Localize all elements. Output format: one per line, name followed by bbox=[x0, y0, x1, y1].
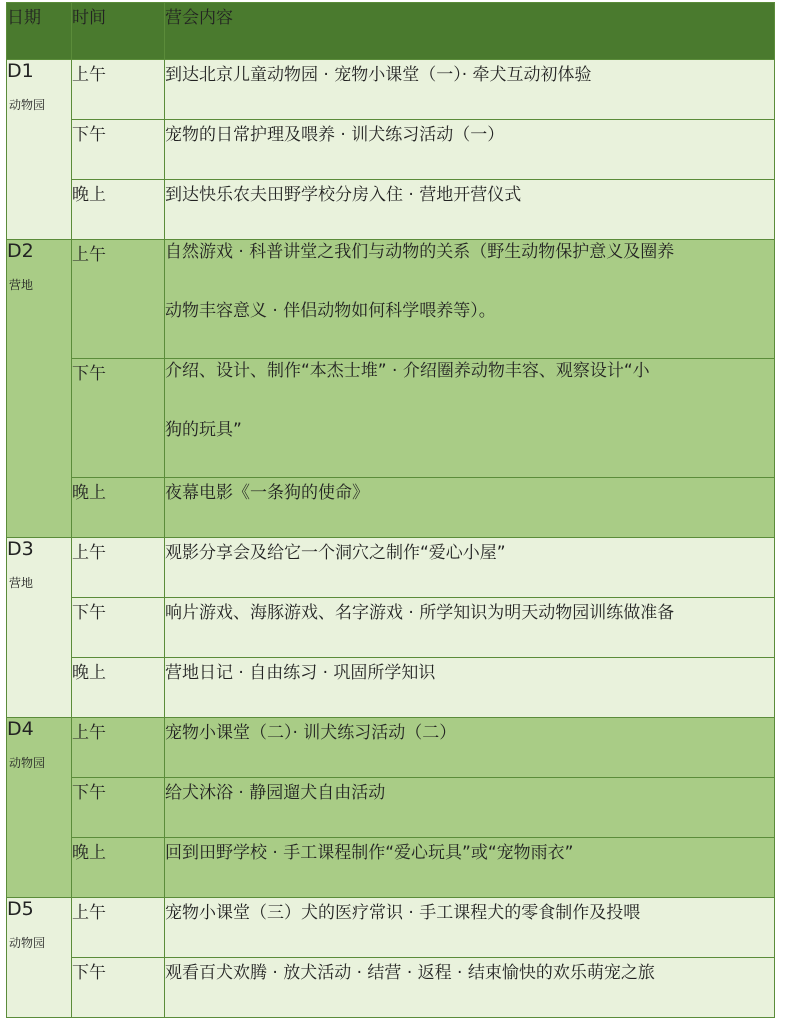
content-cell bbox=[165, 778, 775, 838]
content-line: 观影分享会及给它一个洞穴之制作“爱心小屋” bbox=[165, 543, 506, 563]
table-row bbox=[7, 538, 775, 598]
table-row bbox=[7, 898, 775, 958]
time-cell: 下午 bbox=[72, 778, 165, 838]
content-line: 回到田野学校 · 手工课程制作“爱心玩具”或“宠物雨衣” bbox=[165, 843, 574, 863]
header-content: 营会内容 bbox=[165, 3, 775, 60]
content-cell bbox=[165, 60, 775, 120]
time-cell: 晚上 bbox=[72, 658, 165, 718]
content-cell bbox=[165, 658, 775, 718]
content-line: 到达快乐农夫田野学校分房入住 · 营地开营仪式 bbox=[165, 185, 522, 205]
content-line: 响片游戏、海豚游戏、名字游戏 · 所学知识为明天动物园训练做准备 bbox=[165, 603, 675, 623]
content-line: 自然游戏 · 科普讲堂之我们与动物的关系（野生动物保护意义及圈养 bbox=[165, 242, 675, 262]
content-cell bbox=[165, 359, 775, 478]
day-cell bbox=[7, 240, 72, 538]
day-cell bbox=[7, 898, 72, 1018]
place-label: 动物园 bbox=[9, 98, 46, 112]
content-line: 宠物的日常护理及喂养 · 训犬练习活动（一） bbox=[165, 125, 505, 145]
day-label: D4 bbox=[7, 718, 34, 740]
place-label: 营地 bbox=[9, 278, 34, 292]
content-cell bbox=[165, 958, 775, 1018]
content-line: 夜幕电影《一条狗的使命》 bbox=[165, 483, 369, 503]
header-time: 时间 bbox=[72, 3, 165, 60]
content-line: 宠物小课堂（三）犬的医疗常识 · 手工课程犬的零食制作及投喂 bbox=[165, 903, 641, 923]
table-row bbox=[7, 120, 775, 180]
day-cell bbox=[7, 718, 72, 898]
table-row bbox=[7, 778, 775, 838]
time-cell: 上午 bbox=[72, 898, 165, 958]
content-cell bbox=[165, 898, 775, 958]
content-cell bbox=[165, 718, 775, 778]
time-cell: 上午 bbox=[72, 240, 165, 359]
day-label: D1 bbox=[7, 60, 34, 82]
table-row bbox=[7, 958, 775, 1018]
table-row bbox=[7, 60, 775, 120]
table-row bbox=[7, 598, 775, 658]
time-cell: 下午 bbox=[72, 958, 165, 1018]
content-line: 宠物小课堂（二）· 训犬练习活动（二） bbox=[165, 723, 457, 743]
day-label: D5 bbox=[7, 898, 34, 920]
time-cell: 下午 bbox=[72, 598, 165, 658]
content-cell bbox=[165, 838, 775, 898]
content-cell bbox=[165, 478, 775, 538]
day-cell bbox=[7, 538, 72, 718]
content-cell bbox=[165, 240, 775, 359]
place-label: 营地 bbox=[9, 576, 34, 590]
day-label: D3 bbox=[7, 538, 34, 560]
day-cell bbox=[7, 60, 72, 240]
content-line: 给犬沐浴 · 静园遛犬自由活动 bbox=[165, 783, 386, 803]
table-row bbox=[7, 658, 775, 718]
header-date: 日期 bbox=[7, 3, 72, 60]
place-label: 动物园 bbox=[9, 936, 46, 950]
content-line: 介绍、设计、制作“本杰士堆” · 介绍圈养动物丰容、观察设计“小 bbox=[165, 361, 650, 381]
place-label: 动物园 bbox=[9, 756, 46, 770]
header-row bbox=[7, 3, 775, 60]
time-cell: 上午 bbox=[72, 718, 165, 778]
table-row bbox=[7, 240, 775, 359]
content-cell bbox=[165, 598, 775, 658]
schedule-body bbox=[7, 60, 775, 1018]
table-row bbox=[7, 838, 775, 898]
time-cell: 晚上 bbox=[72, 180, 165, 240]
table-row bbox=[7, 359, 775, 478]
day-label: D2 bbox=[7, 240, 34, 262]
content-cell bbox=[165, 120, 775, 180]
time-cell: 下午 bbox=[72, 120, 165, 180]
content-line: 到达北京儿童动物园 · 宠物小课堂（一）· 牵犬互动初体验 bbox=[165, 65, 592, 85]
content-line: 营地日记 · 自由练习 · 巩固所学知识 bbox=[165, 663, 436, 683]
time-cell: 晚上 bbox=[72, 478, 165, 538]
content-cell bbox=[165, 538, 775, 598]
time-cell: 下午 bbox=[72, 359, 165, 478]
time-cell: 晚上 bbox=[72, 838, 165, 898]
time-cell: 上午 bbox=[72, 60, 165, 120]
content-line: 狗的玩具” bbox=[165, 420, 242, 440]
content-line: 观看百犬欢腾 · 放犬活动 · 结营 · 返程 · 结束愉快的欢乐萌宠之旅 bbox=[165, 963, 655, 983]
schedule-table bbox=[6, 2, 775, 1018]
table-row bbox=[7, 478, 775, 538]
content-line: 动物丰容意义 · 伴侣动物如何科学喂养等）。 bbox=[165, 301, 496, 321]
time-cell: 上午 bbox=[72, 538, 165, 598]
table-row bbox=[7, 718, 775, 778]
